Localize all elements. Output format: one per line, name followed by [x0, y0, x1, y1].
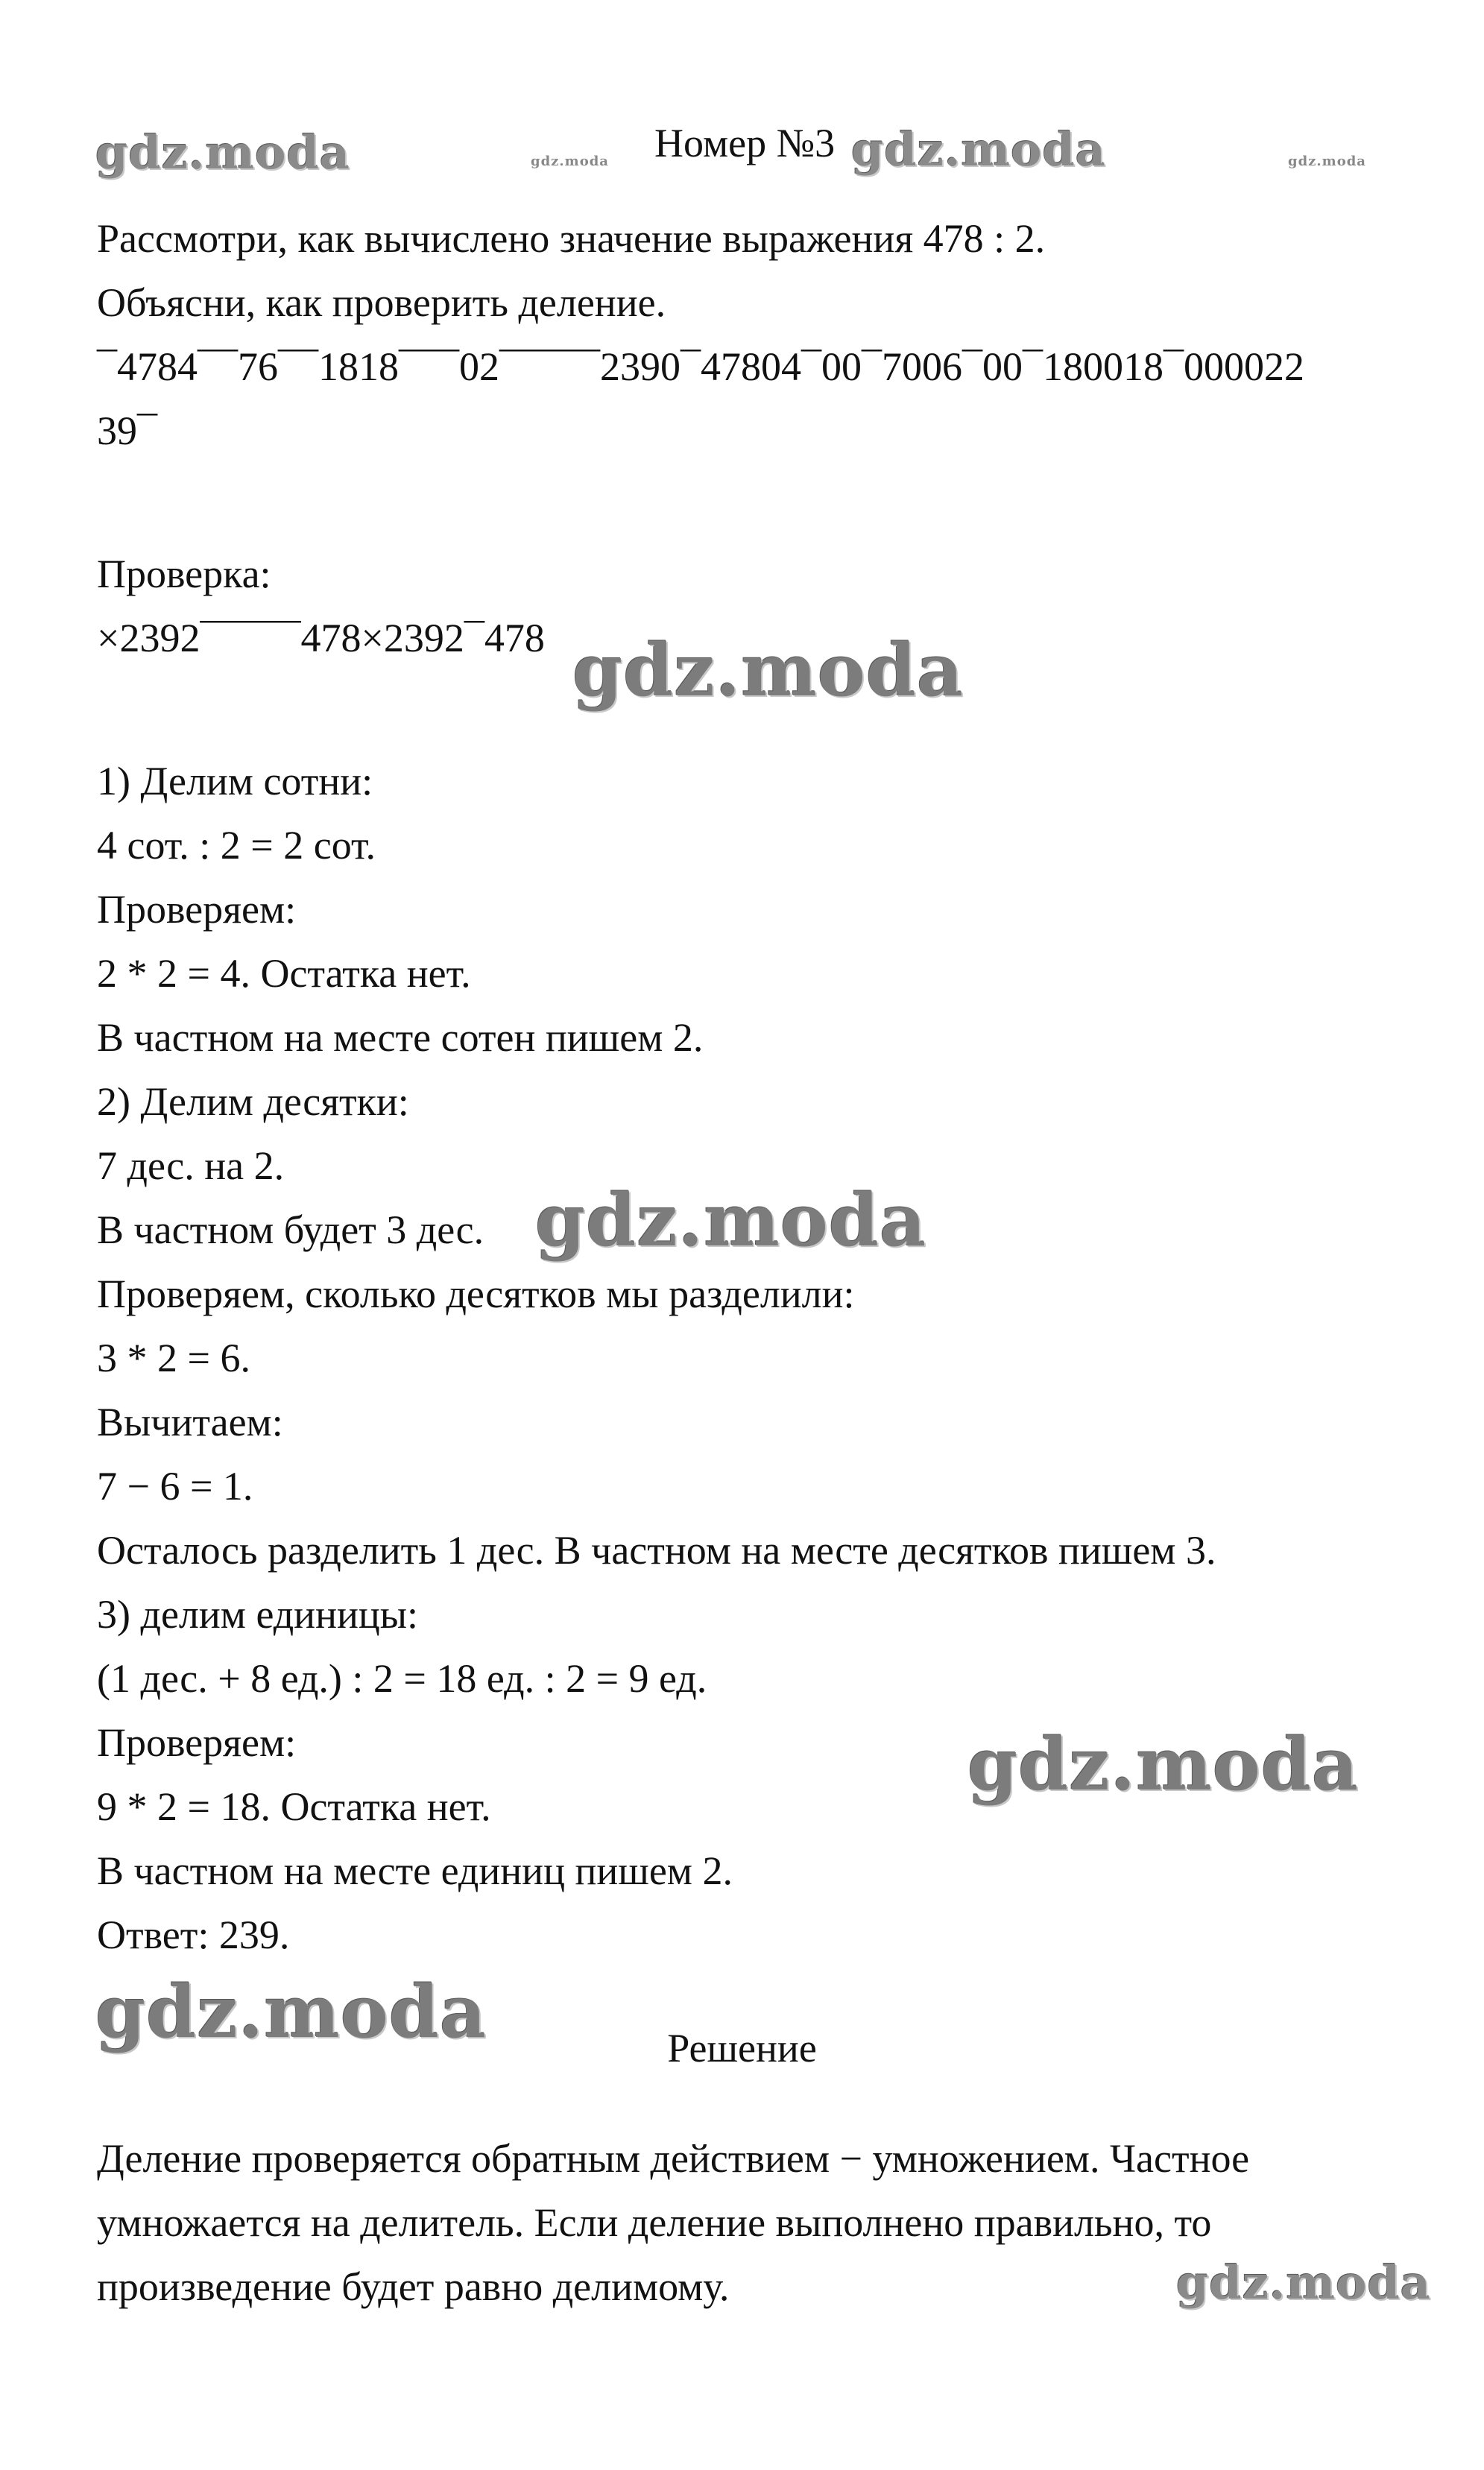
solution-heading: Решение	[667, 2026, 817, 2071]
step-line: 2) Делим десятки:	[97, 1079, 409, 1124]
check-label: Проверка:	[97, 552, 271, 596]
watermark-logo: gdz.moda	[95, 125, 350, 180]
step-line: Осталось разделить 1 дес. В частном на месте десятков пишем 3.	[97, 1528, 1216, 1573]
step-line: 3 * 2 = 6.	[97, 1336, 250, 1380]
step-line: В частном на месте единиц пишем 2.	[97, 1848, 733, 1893]
watermark-logo: gdz.moda	[851, 122, 1106, 177]
problem-question: Объясни, как проверить деление.	[97, 280, 666, 325]
step-line: (1 дес. + 8 ед.) : 2 = 18 ед. : 2 = 9 ед.	[97, 1656, 707, 1701]
watermark-logo: gdz.moda	[1288, 154, 1366, 169]
step-line: Проверяем:	[97, 1720, 297, 1765]
watermark-logo: gdz.moda	[1176, 2255, 1431, 2310]
answer-line: Ответ: 239.	[97, 1912, 290, 1957]
solution-line: умножается на делитель. Если деление выполнено правильно, то	[97, 2200, 1212, 2245]
step-line: Проверяем, сколько десятков мы разделили:	[97, 1272, 855, 1316]
problem-statement: Рассмотри, как вычислено значение выражения 478 : 2.	[97, 216, 1046, 261]
solution-line: Деление проверяется обратным действием − умножением. Частное	[97, 2136, 1250, 2181]
step-line: Вычитаем:	[97, 1400, 283, 1444]
step-line: 9 * 2 = 18. Остатка нет.	[97, 1784, 491, 1829]
watermark-logo: gdz.moda	[531, 154, 609, 169]
watermark-logo: gdz.moda	[572, 628, 964, 713]
step-line: 3) делим единицы:	[97, 1592, 419, 1637]
watermark-logo: gdz.moda	[95, 1970, 487, 2054]
check-expression: ×2392¯¯¯¯¯478×2392¯478	[97, 616, 545, 660]
step-line: Проверяем:	[97, 887, 297, 932]
long-division-line: 39¯	[97, 408, 157, 453]
long-division-line: ¯4784¯¯76¯¯1818¯¯¯02¯¯¯¯¯2390¯47804¯00¯7006¯00¯180018¯000022	[97, 344, 1304, 389]
step-line: 2 * 2 = 4. Остатка нет.	[97, 951, 471, 996]
step-line: В частном на месте сотен пишем 2.	[97, 1015, 704, 1060]
watermark-logo: gdz.moda	[535, 1178, 927, 1263]
step-line: 4 сот. : 2 = 2 сот.	[97, 823, 376, 868]
step-line: В частном будет 3 дес.	[97, 1207, 484, 1252]
step-line: 7 дес. на 2.	[97, 1143, 285, 1188]
watermark-logo: gdz.moda	[967, 1722, 1360, 1807]
step-line: 1) Делим сотни:	[97, 759, 373, 803]
step-line: 7 − 6 = 1.	[97, 1464, 253, 1509]
page-title: Номер №3	[654, 121, 836, 165]
solution-line: произведение будет равно делимому.	[97, 2264, 730, 2309]
